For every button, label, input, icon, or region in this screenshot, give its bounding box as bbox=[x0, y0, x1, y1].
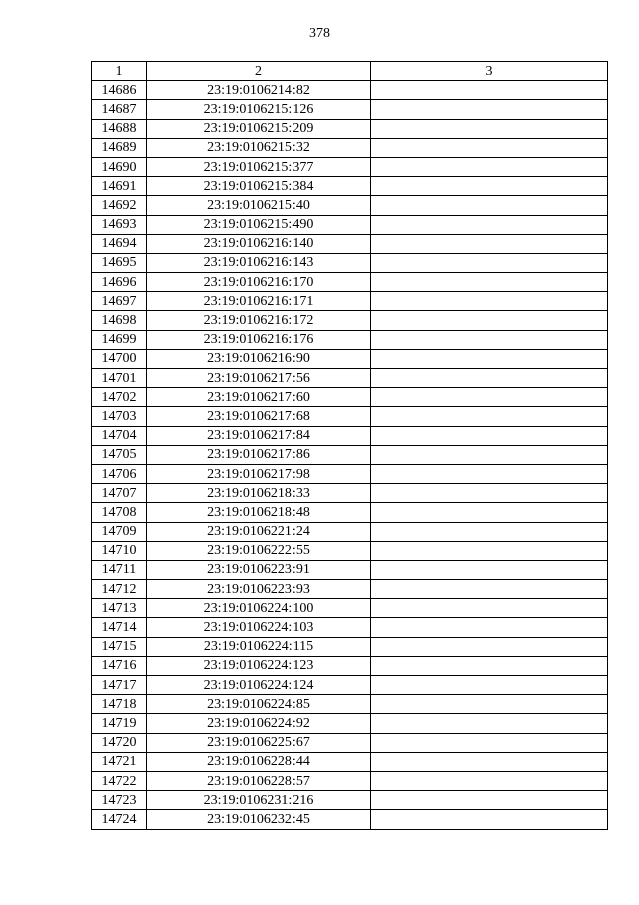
table-row bbox=[92, 177, 608, 196]
row-number-cell: 14694 bbox=[92, 234, 147, 253]
note-cell bbox=[371, 560, 608, 579]
cadastral-number-cell: 23:19:0106216:170 bbox=[147, 273, 371, 292]
cadastral-number-cell: 23:19:0106221:24 bbox=[147, 522, 371, 541]
row-number-cell: 14698 bbox=[92, 311, 147, 330]
row-number-cell: 14688 bbox=[92, 119, 147, 138]
cadastral-number-cell: 23:19:0106215:32 bbox=[147, 138, 371, 157]
cadastral-number-cell: 23:19:0106224:92 bbox=[147, 714, 371, 733]
cadastral-number-cell: 23:19:0106214:82 bbox=[147, 81, 371, 100]
cadastral-number-cell: 23:19:0106216:172 bbox=[147, 311, 371, 330]
row-number-cell: 14699 bbox=[92, 330, 147, 349]
row-number-cell: 14713 bbox=[92, 599, 147, 618]
row-number-cell: 14706 bbox=[92, 464, 147, 483]
row-number-cell: 14714 bbox=[92, 618, 147, 637]
note-cell bbox=[371, 119, 608, 138]
note-cell bbox=[371, 196, 608, 215]
row-number-cell: 14716 bbox=[92, 656, 147, 675]
note-cell bbox=[371, 484, 608, 503]
cadastral-number-cell: 23:19:0106215:384 bbox=[147, 177, 371, 196]
row-number-cell: 14720 bbox=[92, 733, 147, 752]
table-row bbox=[92, 676, 608, 695]
note-cell bbox=[371, 292, 608, 311]
note-cell bbox=[371, 771, 608, 790]
note-cell bbox=[371, 676, 608, 695]
cadastral-number-cell: 23:19:0106215:126 bbox=[147, 100, 371, 119]
row-number-cell: 14702 bbox=[92, 388, 147, 407]
table-row bbox=[92, 771, 608, 790]
cadastral-number-cell: 23:19:0106218:33 bbox=[147, 484, 371, 503]
row-number-cell: 14691 bbox=[92, 177, 147, 196]
row-number-cell: 14696 bbox=[92, 273, 147, 292]
row-number-cell: 14703 bbox=[92, 407, 147, 426]
cadastral-number-cell: 23:19:0106217:56 bbox=[147, 369, 371, 388]
note-cell bbox=[371, 733, 608, 752]
row-number-cell: 14686 bbox=[92, 81, 147, 100]
cadastral-number-cell: 23:19:0106218:48 bbox=[147, 503, 371, 522]
note-cell bbox=[371, 752, 608, 771]
note-cell bbox=[371, 138, 608, 157]
cadastral-number-cell: 23:19:0106216:140 bbox=[147, 234, 371, 253]
table-row bbox=[92, 810, 608, 829]
table-row bbox=[92, 311, 608, 330]
table-row bbox=[92, 714, 608, 733]
note-cell bbox=[371, 426, 608, 445]
cadastral-number-cell: 23:19:0106217:98 bbox=[147, 464, 371, 483]
cadastral-number-cell: 23:19:0106216:90 bbox=[147, 349, 371, 368]
cadastral-number-cell: 23:19:0106215:490 bbox=[147, 215, 371, 234]
note-cell bbox=[371, 349, 608, 368]
row-number-cell: 14693 bbox=[92, 215, 147, 234]
table-row bbox=[92, 599, 608, 618]
row-number-cell: 14697 bbox=[92, 292, 147, 311]
row-number-cell: 14689 bbox=[92, 138, 147, 157]
page-number: 378 bbox=[309, 26, 330, 41]
row-number-cell: 14707 bbox=[92, 484, 147, 503]
cadastral-number-cell: 23:19:0106215:209 bbox=[147, 119, 371, 138]
table-row bbox=[92, 215, 608, 234]
note-cell bbox=[371, 810, 608, 829]
note-cell bbox=[371, 618, 608, 637]
note-cell bbox=[371, 81, 608, 100]
table-row bbox=[92, 464, 608, 483]
cadastral-number-cell: 23:19:0106224:124 bbox=[147, 676, 371, 695]
row-number-cell: 14700 bbox=[92, 349, 147, 368]
note-cell bbox=[371, 791, 608, 810]
table-row bbox=[92, 522, 608, 541]
table-row bbox=[92, 234, 608, 253]
table-row bbox=[92, 752, 608, 771]
table-row bbox=[92, 138, 608, 157]
row-number-cell: 14711 bbox=[92, 560, 147, 579]
note-cell bbox=[371, 215, 608, 234]
row-number-cell: 14690 bbox=[92, 157, 147, 176]
row-number-cell: 14721 bbox=[92, 752, 147, 771]
row-number-cell: 14695 bbox=[92, 253, 147, 272]
header-cell-col-2: 2 bbox=[147, 62, 371, 81]
table-row bbox=[92, 580, 608, 599]
table-body bbox=[92, 81, 608, 829]
header-cell-col-3: 3 bbox=[371, 62, 608, 81]
note-cell bbox=[371, 407, 608, 426]
table-row bbox=[92, 503, 608, 522]
cadastral-number-cell: 23:19:0106231:216 bbox=[147, 791, 371, 810]
row-number-cell: 14709 bbox=[92, 522, 147, 541]
cadastral-number-cell: 23:19:0106215:40 bbox=[147, 196, 371, 215]
table-row bbox=[92, 791, 608, 810]
cadastral-number-cell: 23:19:0106217:60 bbox=[147, 388, 371, 407]
table-row bbox=[92, 618, 608, 637]
table-row bbox=[92, 560, 608, 579]
table-row bbox=[92, 369, 608, 388]
cadastral-number-cell: 23:19:0106215:377 bbox=[147, 157, 371, 176]
table-row bbox=[92, 253, 608, 272]
table-row bbox=[92, 388, 608, 407]
cadastral-number-cell: 23:19:0106225:67 bbox=[147, 733, 371, 752]
table-row bbox=[92, 100, 608, 119]
note-cell bbox=[371, 177, 608, 196]
table-row bbox=[92, 292, 608, 311]
note-cell bbox=[371, 445, 608, 464]
table-row bbox=[92, 733, 608, 752]
cadastral-number-cell: 23:19:0106216:176 bbox=[147, 330, 371, 349]
table-row bbox=[92, 541, 608, 560]
table-row bbox=[92, 484, 608, 503]
note-cell bbox=[371, 100, 608, 119]
cadastral-number-cell: 23:19:0106222:55 bbox=[147, 541, 371, 560]
row-number-cell: 14705 bbox=[92, 445, 147, 464]
note-cell bbox=[371, 369, 608, 388]
table-row bbox=[92, 330, 608, 349]
data-table bbox=[91, 61, 608, 830]
note-cell bbox=[371, 541, 608, 560]
table-header bbox=[92, 62, 608, 81]
cadastral-number-cell: 23:19:0106224:115 bbox=[147, 637, 371, 656]
note-cell bbox=[371, 253, 608, 272]
note-cell bbox=[371, 388, 608, 407]
row-number-cell: 14708 bbox=[92, 503, 147, 522]
note-cell bbox=[371, 503, 608, 522]
header-cell-col-1: 1 bbox=[92, 62, 147, 81]
note-cell bbox=[371, 157, 608, 176]
note-cell bbox=[371, 637, 608, 656]
table-row bbox=[92, 695, 608, 714]
table-row bbox=[92, 273, 608, 292]
note-cell bbox=[371, 522, 608, 541]
cadastral-number-cell: 23:19:0106217:86 bbox=[147, 445, 371, 464]
cadastral-number-cell: 23:19:0106224:103 bbox=[147, 618, 371, 637]
table-row bbox=[92, 656, 608, 675]
table-row bbox=[92, 407, 608, 426]
row-number-cell: 14722 bbox=[92, 771, 147, 790]
row-number-cell: 14717 bbox=[92, 676, 147, 695]
cadastral-number-cell: 23:19:0106228:44 bbox=[147, 752, 371, 771]
cadastral-number-cell: 23:19:0106223:91 bbox=[147, 560, 371, 579]
cadastral-number-cell: 23:19:0106217:84 bbox=[147, 426, 371, 445]
cadastral-number-cell: 23:19:0106224:123 bbox=[147, 656, 371, 675]
row-number-cell: 14687 bbox=[92, 100, 147, 119]
row-number-cell: 14723 bbox=[92, 791, 147, 810]
table-row bbox=[92, 81, 608, 100]
note-cell bbox=[371, 234, 608, 253]
table-row bbox=[92, 196, 608, 215]
note-cell bbox=[371, 330, 608, 349]
table-row bbox=[92, 637, 608, 656]
cadastral-number-cell: 23:19:0106217:68 bbox=[147, 407, 371, 426]
cadastral-number-cell: 23:19:0106216:143 bbox=[147, 253, 371, 272]
table-row bbox=[92, 445, 608, 464]
note-cell bbox=[371, 464, 608, 483]
row-number-cell: 14724 bbox=[92, 810, 147, 829]
cadastral-number-cell: 23:19:0106232:45 bbox=[147, 810, 371, 829]
row-number-cell: 14719 bbox=[92, 714, 147, 733]
row-number-cell: 14692 bbox=[92, 196, 147, 215]
note-cell bbox=[371, 656, 608, 675]
header-row bbox=[92, 62, 608, 81]
table-row bbox=[92, 157, 608, 176]
row-number-cell: 14718 bbox=[92, 695, 147, 714]
table-row bbox=[92, 349, 608, 368]
note-cell bbox=[371, 599, 608, 618]
cadastral-number-cell: 23:19:0106224:100 bbox=[147, 599, 371, 618]
cadastral-number-cell: 23:19:0106228:57 bbox=[147, 771, 371, 790]
note-cell bbox=[371, 273, 608, 292]
row-number-cell: 14710 bbox=[92, 541, 147, 560]
cadastral-number-cell: 23:19:0106216:171 bbox=[147, 292, 371, 311]
row-number-cell: 14712 bbox=[92, 580, 147, 599]
note-cell bbox=[371, 580, 608, 599]
cadastral-number-cell: 23:19:0106224:85 bbox=[147, 695, 371, 714]
table-row bbox=[92, 426, 608, 445]
table-row bbox=[92, 119, 608, 138]
row-number-cell: 14701 bbox=[92, 369, 147, 388]
row-number-cell: 14704 bbox=[92, 426, 147, 445]
note-cell bbox=[371, 311, 608, 330]
note-cell bbox=[371, 714, 608, 733]
cadastral-number-cell: 23:19:0106223:93 bbox=[147, 580, 371, 599]
note-cell bbox=[371, 695, 608, 714]
row-number-cell: 14715 bbox=[92, 637, 147, 656]
